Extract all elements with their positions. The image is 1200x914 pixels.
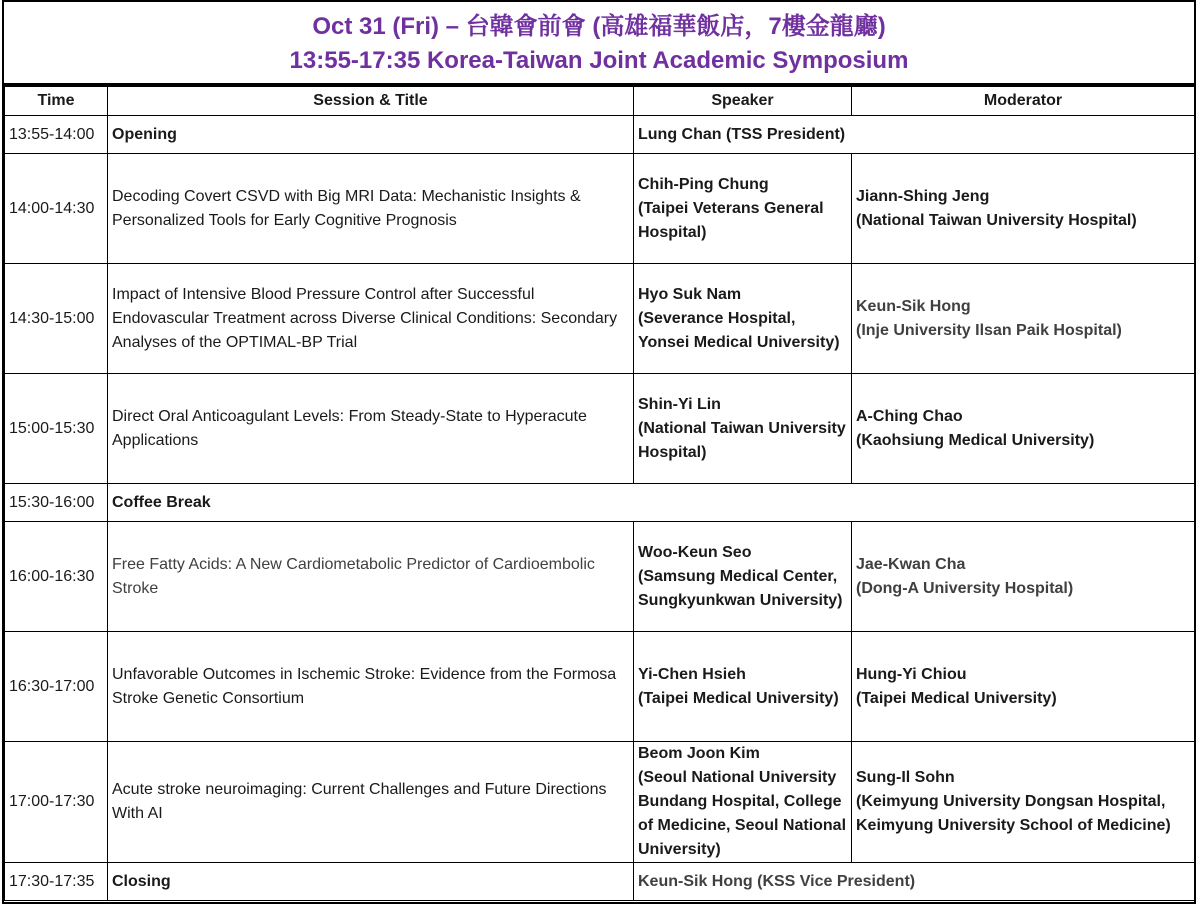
moderator-name: Keun-Sik Hong: [856, 297, 971, 315]
table-row: [5, 742, 1195, 863]
moderator-name: Sung-Il Sohn: [856, 769, 955, 786]
time-cell: 17:30-17:35: [5, 863, 108, 901]
moderator-affiliation: (Kaohsiung Medical University): [856, 431, 1095, 449]
moderator-affiliation: (Dong-A University Hospital): [856, 579, 1074, 597]
speaker-cell: Keun-Sik Hong (KSS Vice President): [634, 863, 1195, 901]
col-header-session: Session & Title: [108, 87, 634, 116]
table-row: [5, 154, 1195, 264]
session-title: Unfavorable Outcomes in Ischemic Stroke: Evidence from the Formosa Stroke Genetic Consortium: [108, 632, 634, 742]
moderator-affiliation: (Keimyung University Dongsan Hospital, Keimyung University School of Medicine): [856, 793, 1171, 834]
table-row: [5, 632, 1195, 742]
speaker-affiliation: (Taipei Veterans General Hospital): [638, 199, 824, 241]
session-title: Acute stroke neuroimaging: Current Challenges and Future Directions With AI: [108, 742, 634, 863]
table-row: [5, 264, 1195, 374]
moderator-cell: [852, 264, 1195, 374]
moderator-affiliation: (Inje University Ilsan Paik Hospital): [856, 321, 1122, 339]
moderator-cell: [852, 632, 1195, 742]
time-cell: 15:00-15:30: [5, 374, 108, 484]
moderator-affiliation: (Taipei Medical University): [856, 689, 1057, 707]
moderator-cell: [852, 742, 1195, 863]
table-row: [5, 484, 1195, 522]
speaker-cell: [634, 632, 852, 742]
time-cell: 16:00-16:30: [5, 522, 108, 632]
time-cell: 13:55-14:00: [5, 116, 108, 154]
col-header-moderator: Moderator: [852, 87, 1195, 116]
speaker-cell: [634, 264, 852, 374]
time-cell: 16:30-17:00: [5, 632, 108, 742]
session-title: Closing: [108, 863, 634, 901]
speaker-name: Chih-Ping Chung: [638, 175, 769, 193]
col-header-speaker: Speaker: [634, 87, 852, 116]
moderator-cell: [852, 374, 1195, 484]
moderator-cell: [852, 154, 1195, 264]
speaker-affiliation: (Seoul National University Bundang Hospital, College of Medicine, Seoul National University): [638, 769, 847, 858]
table-row: [5, 116, 1195, 154]
time-cell: 14:00-14:30: [5, 154, 108, 264]
table-row: [5, 863, 1195, 901]
speaker-name: Hyo Suk Nam: [638, 285, 742, 303]
speaker-cell: [634, 374, 852, 484]
speaker-affiliation: (Severance Hospital, Yonsei Medical University): [638, 309, 840, 351]
moderator-name: A-Ching Chao: [856, 407, 963, 425]
schedule-table: [4, 86, 1195, 901]
speaker-affiliation: (Taipei Medical University): [638, 689, 839, 707]
moderator-name: Jiann-Shing Jeng: [856, 187, 990, 205]
table-header-row: [5, 87, 1195, 116]
table-row: [5, 374, 1195, 484]
speaker-name: Beom Joon Kim: [638, 745, 760, 762]
title-block: [4, 2, 1194, 86]
table-row: [5, 522, 1195, 632]
schedule-frame: [2, 0, 1196, 904]
speaker-affiliation: (Samsung Medical Center, Sungkyunkwan University): [638, 567, 843, 609]
session-title: Impact of Intensive Blood Pressure Control after Successful Endovascular Treatment across Diverse Clinical Conditions: Secondary Analyses of the OPTIMAL-BP Trial: [108, 264, 634, 374]
speaker-name: Shin-Yi Lin: [638, 395, 721, 413]
time-cell: 15:30-16:00: [5, 484, 108, 522]
speaker-cell: [634, 522, 852, 632]
moderator-name: Hung-Yi Chiou: [856, 665, 967, 683]
moderator-cell: [852, 522, 1195, 632]
page-title: Oct 31 (Fri) – 台韓會前會 (高雄福華飯店，7樓金龍廳): [312, 13, 886, 40]
col-header-time: Time: [5, 87, 108, 116]
session-title: Free Fatty Acids: A New Cardiometabolic Predictor of Cardioembolic Stroke: [108, 522, 634, 632]
page-subtitle: 13:55-17:35 Korea-Taiwan Joint Academic Symposium: [289, 47, 909, 74]
speaker-cell: [634, 154, 852, 264]
speaker-affiliation: (National Taiwan University Hospital): [638, 419, 846, 461]
speaker-name: Woo-Keun Seo: [638, 543, 752, 561]
time-cell: 14:30-15:00: [5, 264, 108, 374]
session-title: Direct Oral Anticoagulant Levels: From Steady-State to Hyperacute Applications: [108, 374, 634, 484]
session-title: Coffee Break: [108, 484, 1195, 522]
moderator-name: Jae-Kwan Cha: [856, 555, 966, 573]
speaker-name: Yi-Chen Hsieh: [638, 665, 746, 683]
moderator-affiliation: (National Taiwan University Hospital): [856, 211, 1137, 229]
session-title: Opening: [108, 116, 634, 154]
time-cell: 17:00-17:30: [5, 742, 108, 863]
speaker-cell: [634, 742, 852, 863]
session-title: Decoding Covert CSVD with Big MRI Data: Mechanistic Insights & Personalized Tools for Early Cognitive Prognosis: [108, 154, 634, 264]
speaker-cell: Lung Chan (TSS President): [634, 116, 1195, 154]
